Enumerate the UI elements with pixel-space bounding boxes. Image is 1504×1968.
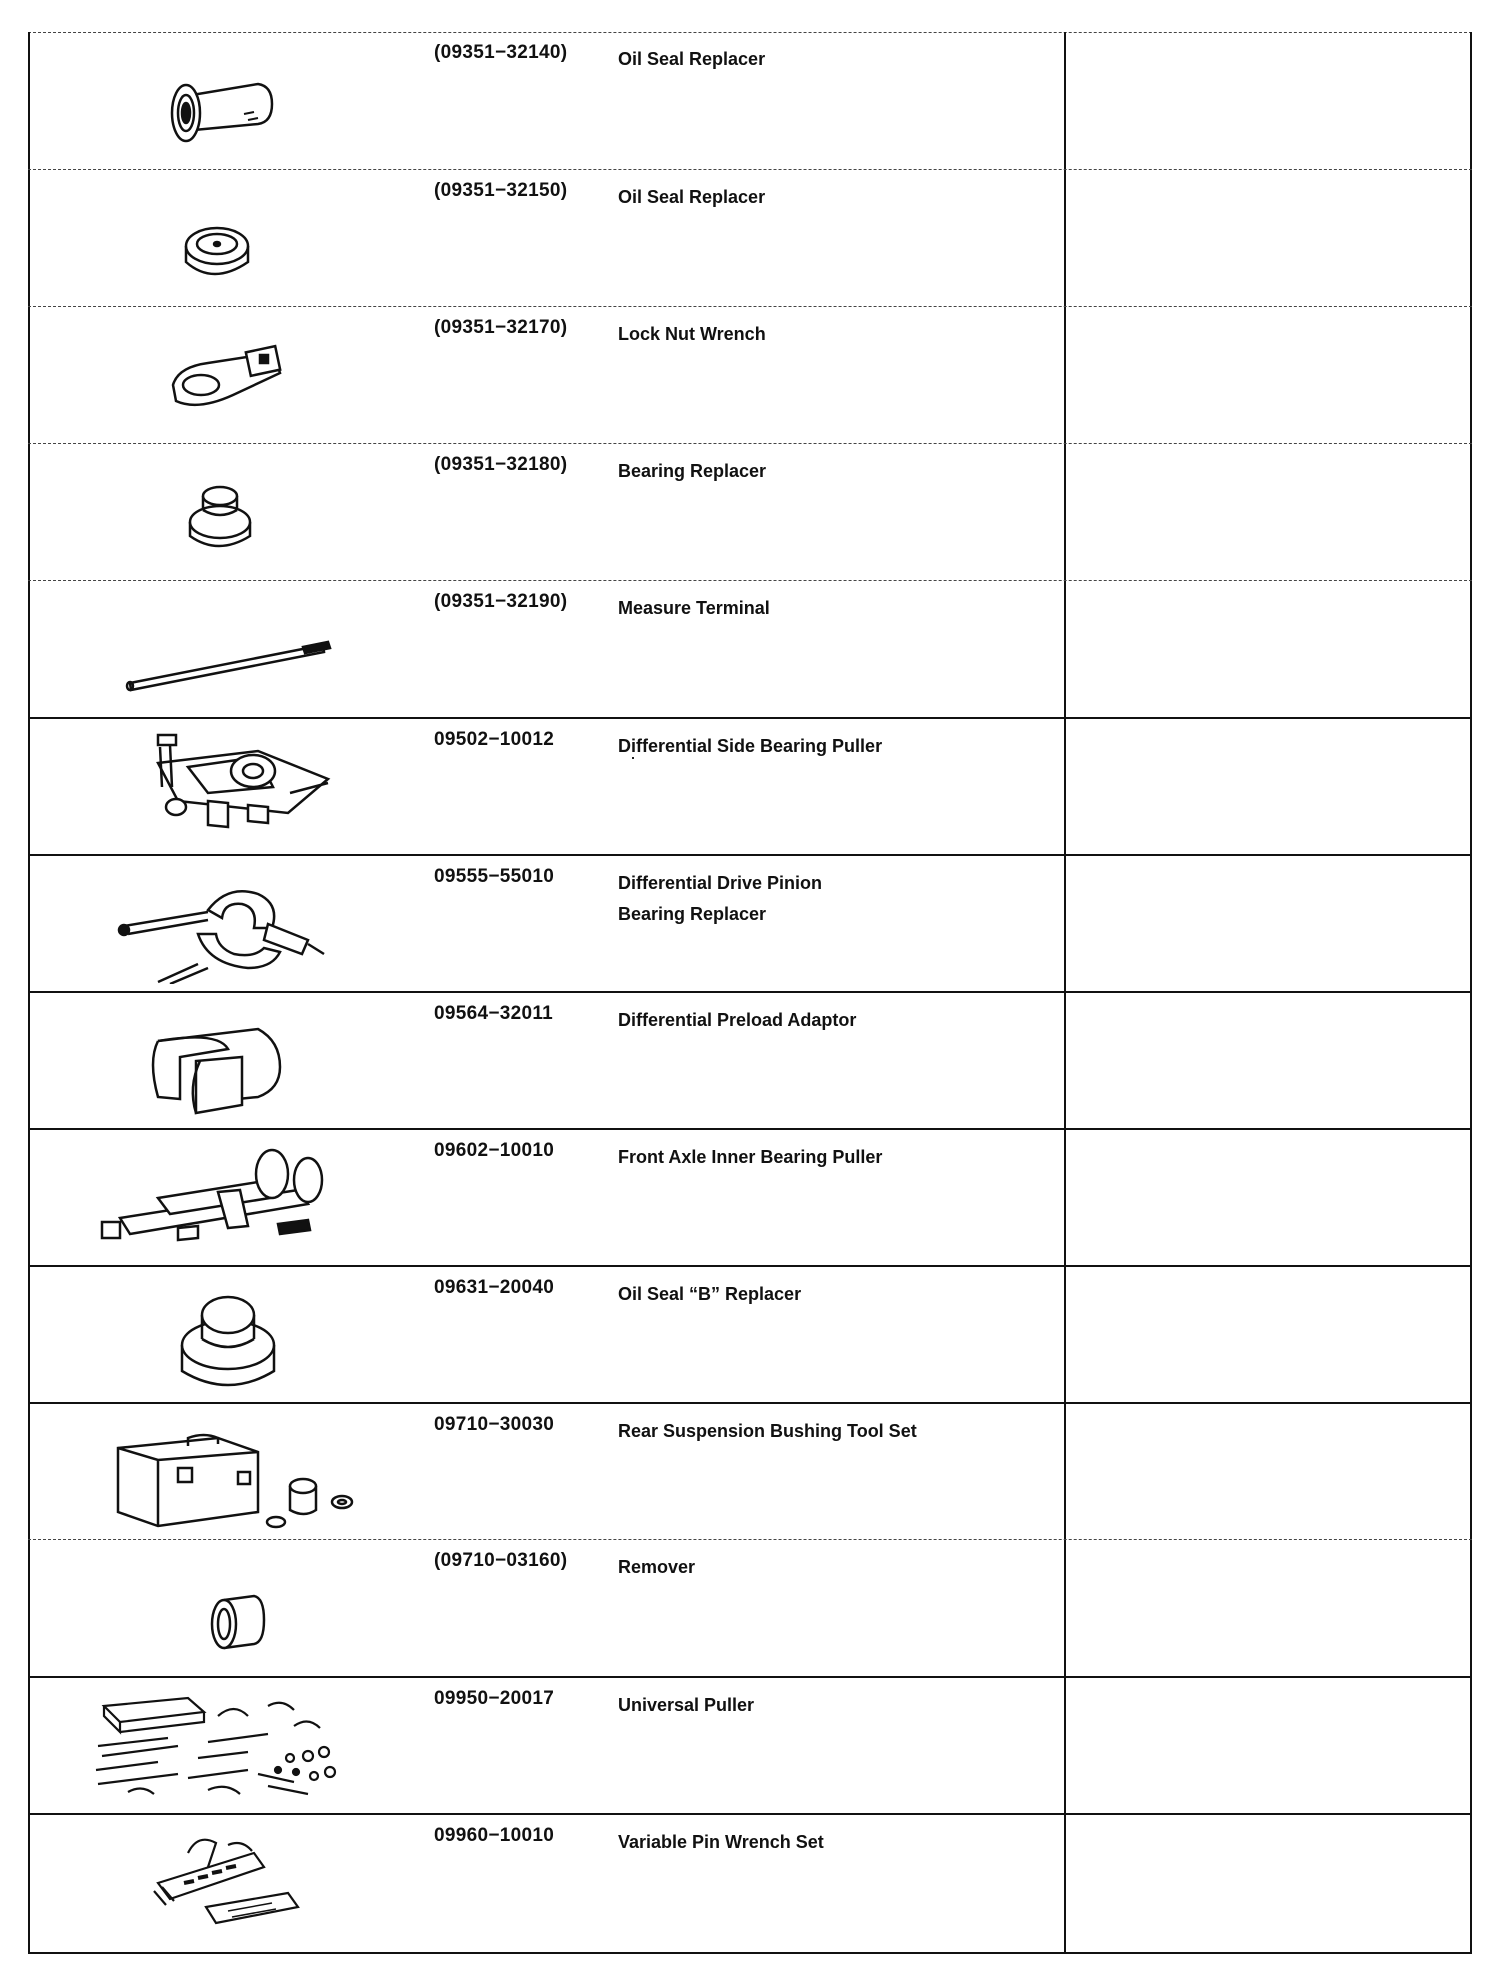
part-number: 09960−10010	[434, 1825, 555, 1846]
tool-name: Lock Nut Wrench	[618, 324, 766, 344]
tool-name: Universal Puller	[618, 1695, 755, 1715]
table-row	[28, 169, 1472, 305]
part-number: (09351−32180)	[434, 454, 568, 475]
table-row	[28, 1402, 1472, 1538]
table-row	[28, 306, 1472, 442]
part-number: (09351−32150)	[434, 180, 568, 201]
table-row	[28, 1813, 1472, 1949]
table-bottom-border	[28, 1952, 1472, 1954]
part-number: (09351−32140)	[434, 42, 568, 63]
table-row	[28, 580, 1472, 716]
bearing-replacer-icon	[58, 452, 388, 572]
tool-name: Bearing Replacer	[618, 461, 767, 481]
inner-bearing-puller-icon	[58, 1138, 388, 1258]
table-row	[28, 443, 1472, 579]
part-number: 09502−10012	[434, 729, 555, 750]
table-row	[28, 1128, 1472, 1264]
part-number: (09351−32190)	[434, 591, 568, 612]
part-number: 09950−20017	[434, 1688, 555, 1709]
part-number: (09351−32170)	[434, 317, 568, 338]
drive-pinion-bearing-replacer-icon	[58, 864, 388, 984]
part-number: 09555−55010	[434, 866, 555, 887]
oil-seal-replacer-sleeve-icon	[58, 40, 388, 160]
part-number: 09710−30030	[434, 1414, 555, 1435]
oil-seal-replacer-disc-icon	[58, 178, 388, 298]
table-row	[28, 991, 1472, 1127]
part-number: (09710−03160)	[434, 1550, 568, 1571]
stray-mark	[632, 757, 634, 759]
table-row	[28, 1676, 1472, 1812]
tool-name: Measure Terminal	[618, 598, 770, 618]
preload-adaptor-icon	[58, 1001, 388, 1121]
measure-terminal-rod-icon	[58, 589, 388, 709]
pin-wrench-set-icon	[58, 1823, 388, 1943]
special-service-tools-table	[28, 32, 1472, 1954]
tool-name: Differential Preload Adaptor	[618, 1010, 857, 1030]
tool-name: Differential Side Bearing Puller	[618, 736, 883, 756]
tool-name: Oil Seal Replacer	[618, 49, 766, 69]
oil-seal-b-replacer-icon	[58, 1275, 388, 1395]
table-row	[28, 854, 1472, 990]
universal-puller-kit-icon	[58, 1686, 388, 1806]
table-row	[28, 717, 1472, 853]
table-row	[28, 32, 1472, 168]
tool-name: Remover	[618, 1557, 696, 1577]
part-number: 09602−10010	[434, 1140, 555, 1161]
side-bearing-puller-icon	[58, 727, 388, 847]
tool-name: Rear Suspension Bushing Tool Set	[618, 1421, 917, 1441]
tool-name: Oil Seal Replacer	[618, 187, 766, 207]
tool-name: Front Axle Inner Bearing Puller	[618, 1147, 883, 1167]
remover-ring-icon	[58, 1548, 388, 1668]
part-number: 09564−32011	[434, 1003, 554, 1024]
table-row	[28, 1265, 1472, 1401]
tool-name: Differential Drive Pinion Bearing Replacer	[618, 873, 823, 924]
part-number: 09631−20040	[434, 1277, 555, 1298]
tool-name: Variable Pin Wrench Set	[618, 1832, 824, 1852]
tool-name: Oil Seal “B” Replacer	[618, 1284, 802, 1304]
table-row	[28, 1539, 1472, 1675]
lock-nut-wrench-icon	[58, 315, 388, 435]
bushing-tool-set-case-icon	[58, 1412, 388, 1532]
